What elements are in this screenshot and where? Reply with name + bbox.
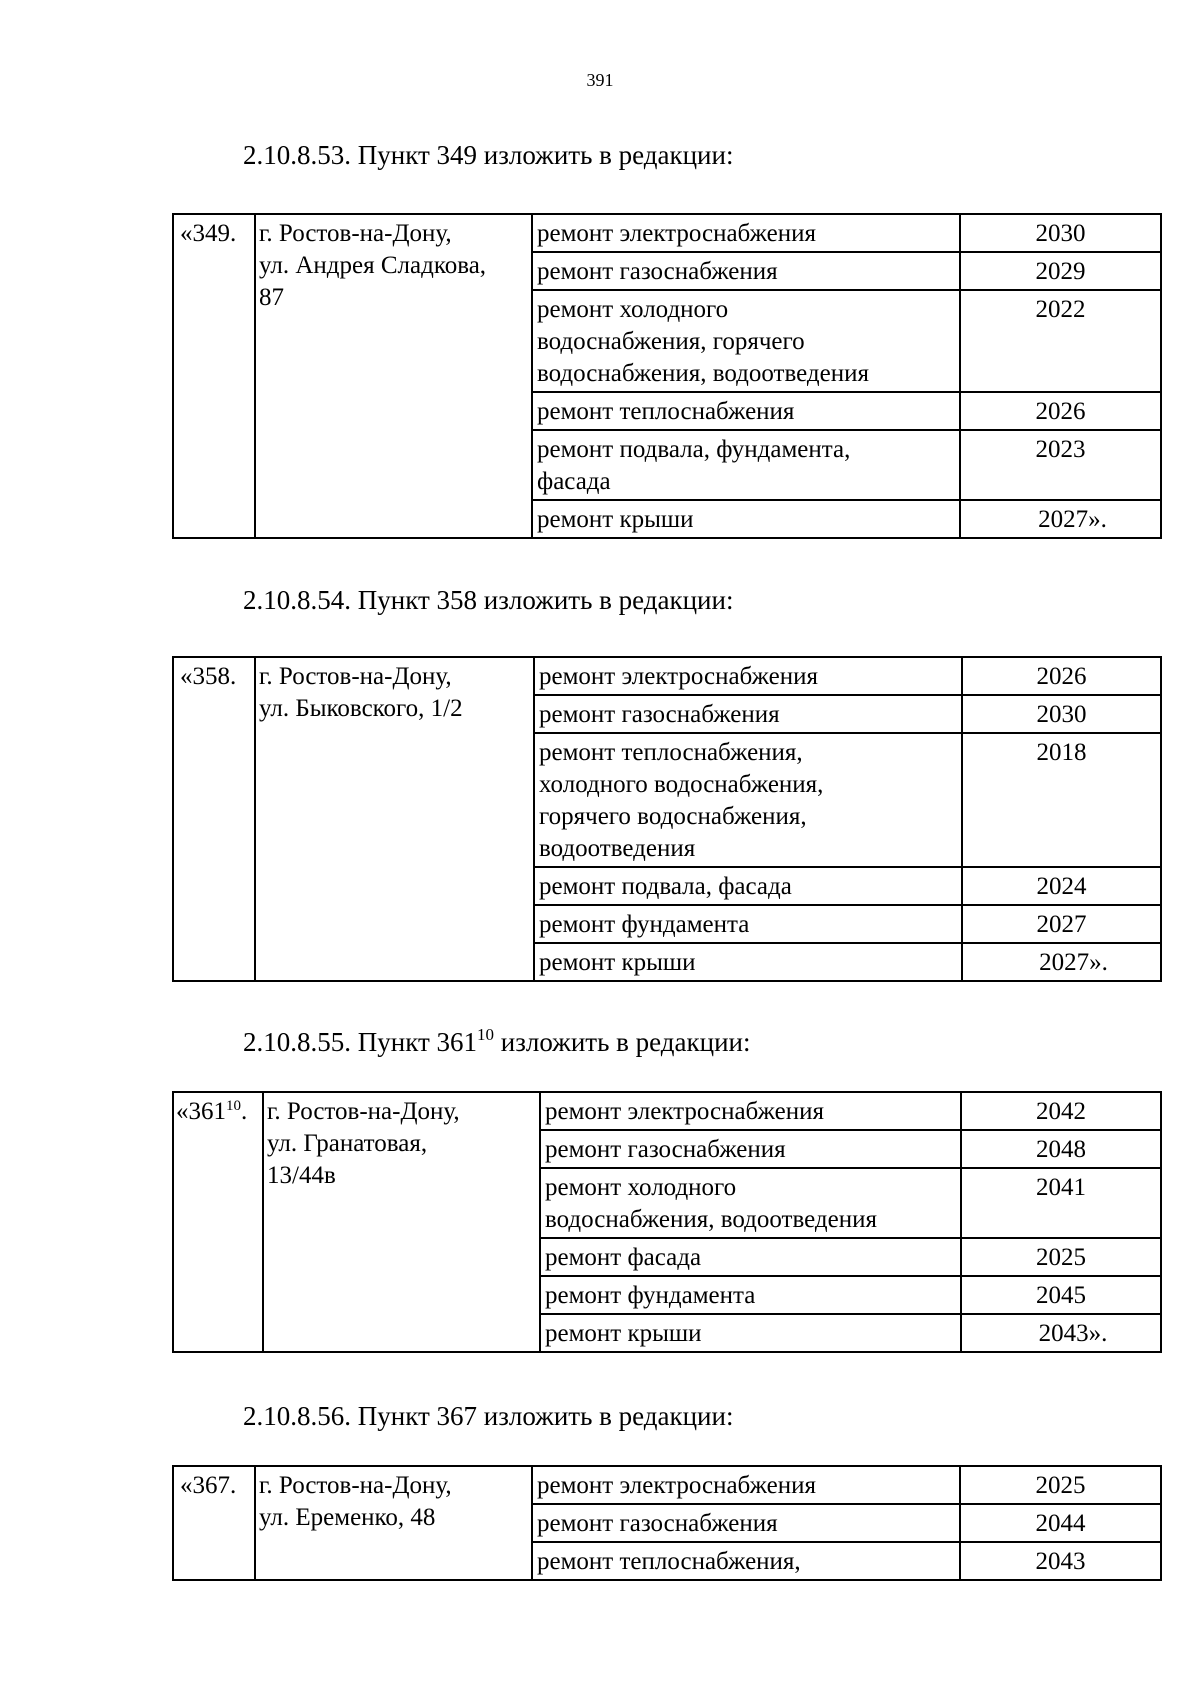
year-value: 2022: [1035, 296, 1086, 323]
year-cell: [961, 1130, 1161, 1168]
year-value: 2025: [1036, 1244, 1086, 1271]
work-line: водоснабжения, горячего: [537, 328, 805, 355]
address-cell: [263, 1092, 540, 1352]
work-line: ремонт холодного: [537, 296, 729, 323]
page-number: 391: [586, 70, 614, 90]
work-line: ремонт подвала, фундамента,: [537, 436, 851, 463]
year-cell: [962, 905, 1161, 943]
year-value: 2045: [1036, 1282, 1086, 1309]
year-cell: [960, 1466, 1161, 1504]
item-number: «361: [176, 1098, 226, 1125]
work-line: ремонт крыши: [537, 506, 694, 533]
year-cell: [962, 657, 1161, 695]
item-table-367: [172, 1465, 1162, 1581]
work-line: ремонт теплоснабжения,: [537, 1548, 801, 1575]
work-line: ремонт крыши: [539, 949, 696, 976]
work-cell: [532, 392, 960, 430]
work-cell: [532, 1466, 960, 1504]
address-cell: [255, 657, 534, 981]
year-cell: [960, 392, 1161, 430]
address-cell: [255, 214, 532, 538]
address-line: г. Ростов-на-Дону,: [267, 1098, 460, 1125]
item-number: «367.: [180, 1472, 237, 1499]
year-value: 2043: [1035, 1548, 1086, 1575]
table-row: [173, 657, 1161, 695]
item-number-dot: .: [241, 1098, 248, 1125]
section-heading-55: [243, 1027, 750, 1057]
item-number-cell: [173, 1466, 255, 1580]
work-cell: [534, 905, 962, 943]
item-number-cell: [173, 1092, 263, 1352]
work-line: горячего водоснабжения,: [539, 803, 807, 830]
work-line: водоснабжения, водоотведения: [545, 1206, 877, 1233]
work-line: ремонт фундамента: [539, 911, 750, 938]
heading-text: 2.10.8.56. Пункт 367 изложить в редакции:: [243, 1401, 734, 1431]
work-line: ремонт крыши: [545, 1320, 702, 1347]
work-cell: [532, 252, 960, 290]
address-line: ул. Еременко, 48: [259, 1504, 436, 1531]
table-row: [173, 214, 1161, 252]
year-value: 2023: [1035, 436, 1086, 463]
work-cell: [540, 1314, 961, 1352]
heading-text: 2.10.8.55. Пункт 361: [243, 1027, 478, 1057]
work-cell: [534, 733, 962, 867]
heading-superscript: 10: [477, 1025, 495, 1044]
work-cell: [534, 657, 962, 695]
year-value: 2048: [1036, 1136, 1086, 1163]
year-cell: [961, 1314, 1161, 1352]
year-value: 2029: [1035, 258, 1086, 285]
item-table-349: [172, 213, 1162, 539]
work-line: ремонт холодного: [545, 1174, 737, 1201]
address-line: 13/44в: [267, 1162, 336, 1189]
work-cell: [540, 1276, 961, 1314]
item-table-361-10: [172, 1091, 1162, 1353]
work-cell: [532, 430, 960, 500]
year-cell: [961, 1238, 1161, 1276]
item-number-cell: [173, 214, 255, 538]
year-cell: [960, 500, 1161, 538]
year-value: 2027».: [1039, 949, 1108, 976]
year-cell: [960, 430, 1161, 500]
year-value: 2027: [1036, 911, 1087, 938]
work-line: ремонт теплоснабжения: [537, 398, 795, 425]
address-line: ул. Андрея Сладкова,: [259, 252, 487, 279]
year-cell: [962, 695, 1161, 733]
year-value: 2018: [1036, 739, 1087, 766]
item-number: «358.: [180, 663, 237, 690]
year-value: 2030: [1035, 220, 1086, 247]
work-cell: [534, 867, 962, 905]
heading-text-tail: изложить в редакции:: [494, 1027, 751, 1057]
work-line: ремонт подвала, фасада: [539, 873, 792, 900]
year-cell: [960, 1542, 1161, 1580]
year-value: 2041: [1036, 1174, 1086, 1201]
year-cell: [960, 214, 1161, 252]
address-line: ул. Быковского, 1/2: [259, 695, 463, 722]
year-cell: [962, 943, 1161, 981]
table-row: [173, 1092, 1161, 1130]
work-line: ремонт газоснабжения: [537, 258, 778, 285]
heading-text: 2.10.8.54. Пункт 358 изложить в редакции:: [243, 585, 734, 615]
item-number: «349.: [180, 220, 237, 247]
year-value: 2026: [1036, 663, 1087, 690]
heading-text: 2.10.8.53. Пункт 349 изложить в редакции:: [243, 140, 734, 170]
work-cell: [532, 1504, 960, 1542]
work-cell: [540, 1092, 961, 1130]
year-value: 2030: [1036, 701, 1087, 728]
work-line: ремонт газоснабжения: [545, 1136, 786, 1163]
year-cell: [960, 252, 1161, 290]
work-line: водоснабжения, водоотведения: [537, 360, 869, 387]
year-value: 2024: [1036, 873, 1087, 900]
work-cell: [534, 695, 962, 733]
year-value: 2026: [1035, 398, 1086, 425]
work-cell: [532, 1542, 960, 1580]
address-line: г. Ростов-на-Дону,: [259, 220, 452, 247]
work-line: ремонт газоснабжения: [539, 701, 780, 728]
year-cell: [961, 1168, 1161, 1238]
work-line: ремонт электроснабжения: [545, 1098, 824, 1125]
year-value: 2044: [1035, 1510, 1086, 1537]
item-number-superscript: 10: [226, 1098, 241, 1114]
address-line: ул. Гранатовая,: [267, 1130, 428, 1157]
year-value: 2027».: [1038, 506, 1107, 533]
address-line: 87: [259, 284, 284, 311]
year-value: 2043».: [1038, 1320, 1108, 1347]
year-cell: [961, 1276, 1161, 1314]
address-cell: [255, 1466, 532, 1580]
year-value: 2042: [1036, 1098, 1086, 1125]
year-cell: [961, 1092, 1161, 1130]
work-cell: [540, 1168, 961, 1238]
item-number-cell: [173, 657, 255, 981]
work-line: ремонт электроснабжения: [537, 1472, 816, 1499]
year-cell: [962, 867, 1161, 905]
work-cell: [532, 290, 960, 392]
work-line: ремонт фундамента: [545, 1282, 756, 1309]
year-cell: [960, 1504, 1161, 1542]
work-cell: [532, 214, 960, 252]
table-row: [173, 1466, 1161, 1504]
address-line: г. Ростов-на-Дону,: [259, 1472, 452, 1499]
work-line: ремонт фасада: [545, 1244, 702, 1271]
section-heading-54: [243, 585, 733, 615]
work-line: холодного водоснабжения,: [539, 771, 824, 798]
work-line: ремонт газоснабжения: [537, 1510, 778, 1537]
work-cell: [540, 1238, 961, 1276]
section-heading-53: [243, 140, 733, 170]
work-line: ремонт электроснабжения: [537, 220, 816, 247]
work-cell: [534, 943, 962, 981]
year-value: 2025: [1035, 1472, 1086, 1499]
year-cell: [962, 733, 1161, 867]
work-line: ремонт теплоснабжения,: [539, 739, 803, 766]
year-cell: [960, 290, 1161, 392]
item-table-358: [172, 656, 1162, 982]
address-line: г. Ростов-на-Дону,: [259, 663, 452, 690]
work-line: водоотведения: [539, 835, 696, 862]
work-line: ремонт электроснабжения: [539, 663, 818, 690]
work-cell: [532, 500, 960, 538]
work-cell: [540, 1130, 961, 1168]
work-line: фасада: [537, 468, 611, 495]
section-heading-56: [243, 1401, 733, 1431]
